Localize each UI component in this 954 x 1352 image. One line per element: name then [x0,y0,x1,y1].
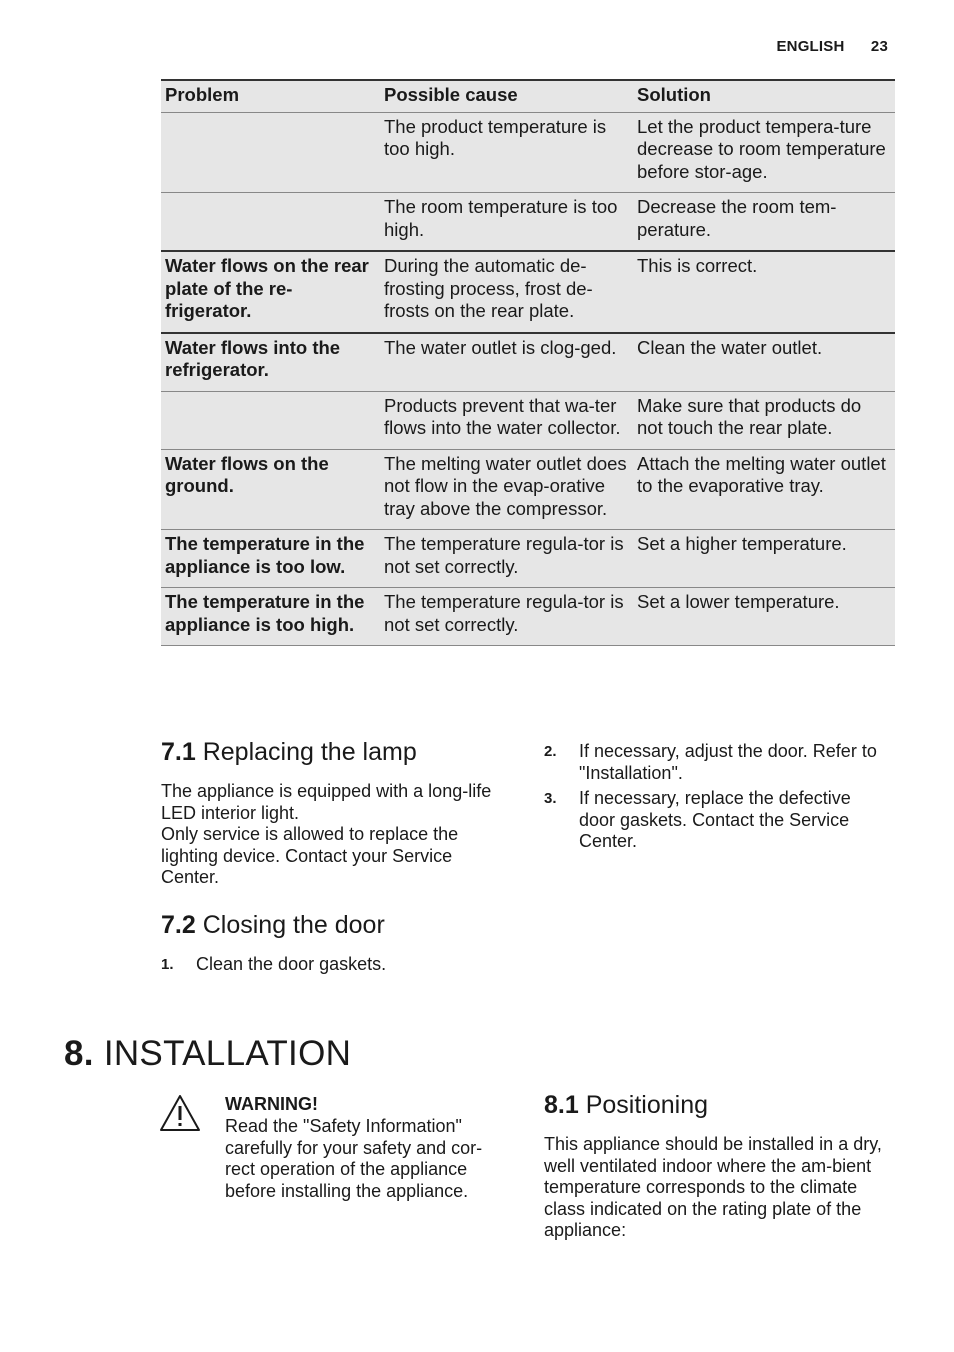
table-row [161,530,895,588]
column-header-solution: Solution [633,80,895,112]
step-number: 3. [544,790,557,807]
door-steps-list-right [544,741,884,857]
cell-solution: Let the product tempera-ture decrease to room temperature before stor-age. [633,112,895,193]
table-row [161,193,895,252]
step-text: Clean the door gaskets. [196,954,387,974]
chapter-title: INSTALLATION [103,1034,352,1073]
column-header-cause: Possible cause [380,80,633,112]
section-heading-7-1 [161,738,417,767]
cell-problem: Water flows into the refrigerator. [161,333,380,392]
cell-problem [161,391,380,449]
list-item [161,954,506,976]
page-header [776,38,888,55]
cell-cause: Products prevent that wa-ter flows into the water collector. [380,391,633,449]
chapter-number: 8. [64,1034,94,1073]
cell-cause: The melting water outlet does not flow in the evap-orative tray above the compressor. [380,449,633,530]
language-label: ENGLISH [776,38,845,55]
section-title: Closing the door [202,911,385,939]
cell-cause: The room temperature is too high. [380,193,633,252]
cell-cause: The product temperature is too high. [380,112,633,193]
list-item [544,741,884,784]
lamp-paragraph-1: The appliance is equipped with a long-life LED interior light. [161,781,492,823]
troubleshooting-table [161,79,895,646]
cell-cause: The water outlet is clog-ged. [380,333,633,392]
door-steps-list-left [161,954,506,980]
cell-cause: During the automatic de-frosting process, frost de-frosts on the rear plate. [380,251,633,333]
table-row [161,391,895,449]
column-header-problem: Problem [161,80,380,112]
positioning-paragraph: This appliance should be installed in a dry, well ventilated indoor where the am-bient temperature corresponds to the climate class indicated on the rating plate of the appliance: [544,1134,882,1240]
step-number: 1. [161,956,174,973]
table-header-row [161,80,895,112]
chapter-heading [64,1034,351,1074]
cell-solution: Make sure that products do not touch the rear plate. [633,391,895,449]
list-item [544,788,884,853]
warning-text: Read the "Safety Information" carefully for your safety and cor-rect operation of the appliance before installing the appliance. [225,1116,483,1201]
section-number: 7.1 [161,738,196,766]
step-number: 2. [544,743,557,760]
cell-solution: Decrease the room tem-perature. [633,193,895,252]
cell-problem: Water flows on the ground. [161,449,380,530]
cell-problem: The temperature in the appliance is too low. [161,530,380,588]
cell-solution: Clean the water outlet. [633,333,895,392]
warning-title: WARNING! [225,1094,318,1114]
cell-problem: Water flows on the rear plate of the re-frigerator. [161,251,380,333]
table-row [161,333,895,392]
table-row [161,251,895,333]
cell-problem [161,193,380,252]
table-row [161,588,895,646]
cell-solution: Set a higher temperature. [633,530,895,588]
cell-cause: The temperature regula-tor is not set correctly. [380,588,633,646]
section-title: Positioning [585,1091,709,1119]
cell-cause: The temperature regula-tor is not set correctly. [380,530,633,588]
table-row [161,112,895,193]
lamp-paragraph-2: Only service is allowed to replace the lighting device. Contact your Service Center. [161,824,459,887]
section-heading-8-1 [544,1091,708,1120]
page-number: 23 [870,38,888,55]
cell-problem: The temperature in the appliance is too high. [161,588,380,646]
cell-solution: This is correct. [633,251,895,333]
cell-solution: Attach the melting water outlet to the evaporative tray. [633,449,895,530]
section-heading-7-2 [161,911,385,940]
section-number: 8.1 [544,1091,579,1119]
warning-triangle-icon [159,1094,201,1132]
table-row [161,449,895,530]
step-text: If necessary, replace the defective door gaskets. Contact the Service Center. [579,788,851,851]
section-number: 7.2 [161,911,196,939]
cell-solution: Set a lower temperature. [633,588,895,646]
section-title: Replacing the lamp [202,738,417,766]
step-text: If necessary, adjust the door. Refer to "Installation". [579,741,877,783]
cell-problem [161,112,380,193]
